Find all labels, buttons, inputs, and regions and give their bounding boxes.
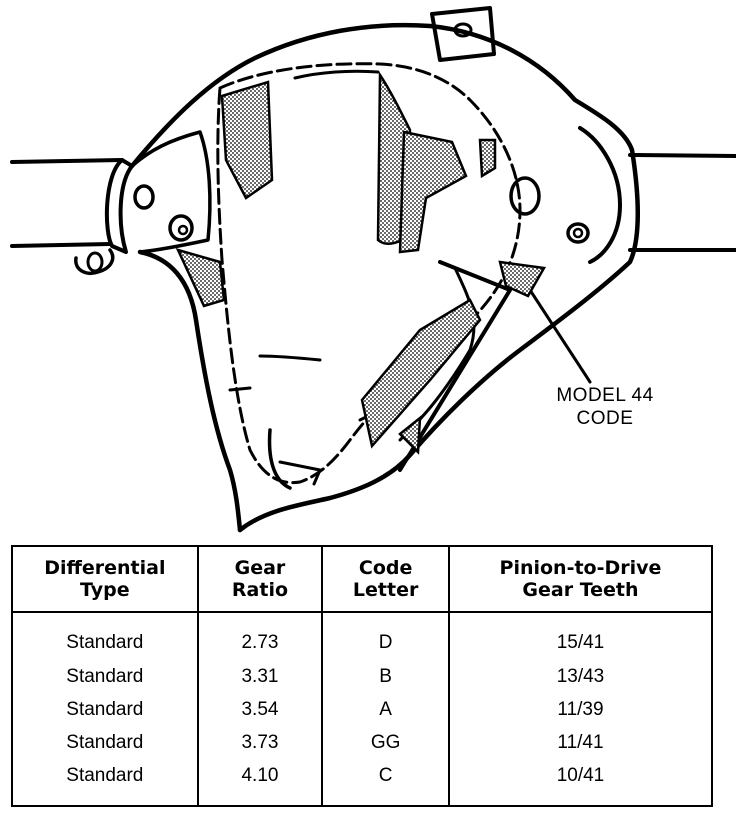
header-line: Gear [234,557,286,579]
gear-ratio-table [11,545,713,807]
header-line: Gear Teeth [522,579,639,601]
header-gear-ratio [198,546,323,612]
table-row [12,727,712,760]
cell-teeth: 15/41 [449,612,712,660]
table-row [12,612,712,660]
table-row [12,693,712,726]
cell-teeth: 13/43 [449,660,712,693]
header-line: Code [358,557,413,579]
cell-code: D [322,612,449,660]
callout-line-2: CODE [576,408,634,429]
cell-code: C [322,760,449,806]
table-row [12,760,712,806]
cell-ratio: 3.54 [198,693,323,726]
cell-code: A [322,693,449,726]
cell-ratio: 2.73 [198,612,323,660]
cell-type: Standard [12,727,198,760]
cell-teeth: 11/41 [449,727,712,760]
model-44-code-callout [530,384,680,430]
cell-ratio: 4.10 [198,760,323,806]
cell-code: GG [322,727,449,760]
header-pinion-to-drive-gear-teeth [449,546,712,612]
header-code-letter [322,546,449,612]
table-header-row [12,546,712,612]
table-row [12,660,712,693]
cell-teeth: 10/41 [449,760,712,806]
cell-teeth: 11/39 [449,693,712,726]
cell-type: Standard [12,760,198,806]
callout-line-1: MODEL 44 [556,385,654,406]
cell-type: Standard [12,660,198,693]
header-line: Type [80,579,130,601]
cell-code: B [322,660,449,693]
cell-ratio: 3.73 [198,727,323,760]
cell-type: Standard [12,693,198,726]
header-differential-type [12,546,198,612]
cell-type: Standard [12,612,198,660]
header-line: Differential [44,557,166,579]
cell-ratio: 3.31 [198,660,323,693]
header-line: Pinion-to-Drive [499,557,662,579]
header-line: Letter [352,579,419,601]
header-line: Ratio [231,579,289,601]
